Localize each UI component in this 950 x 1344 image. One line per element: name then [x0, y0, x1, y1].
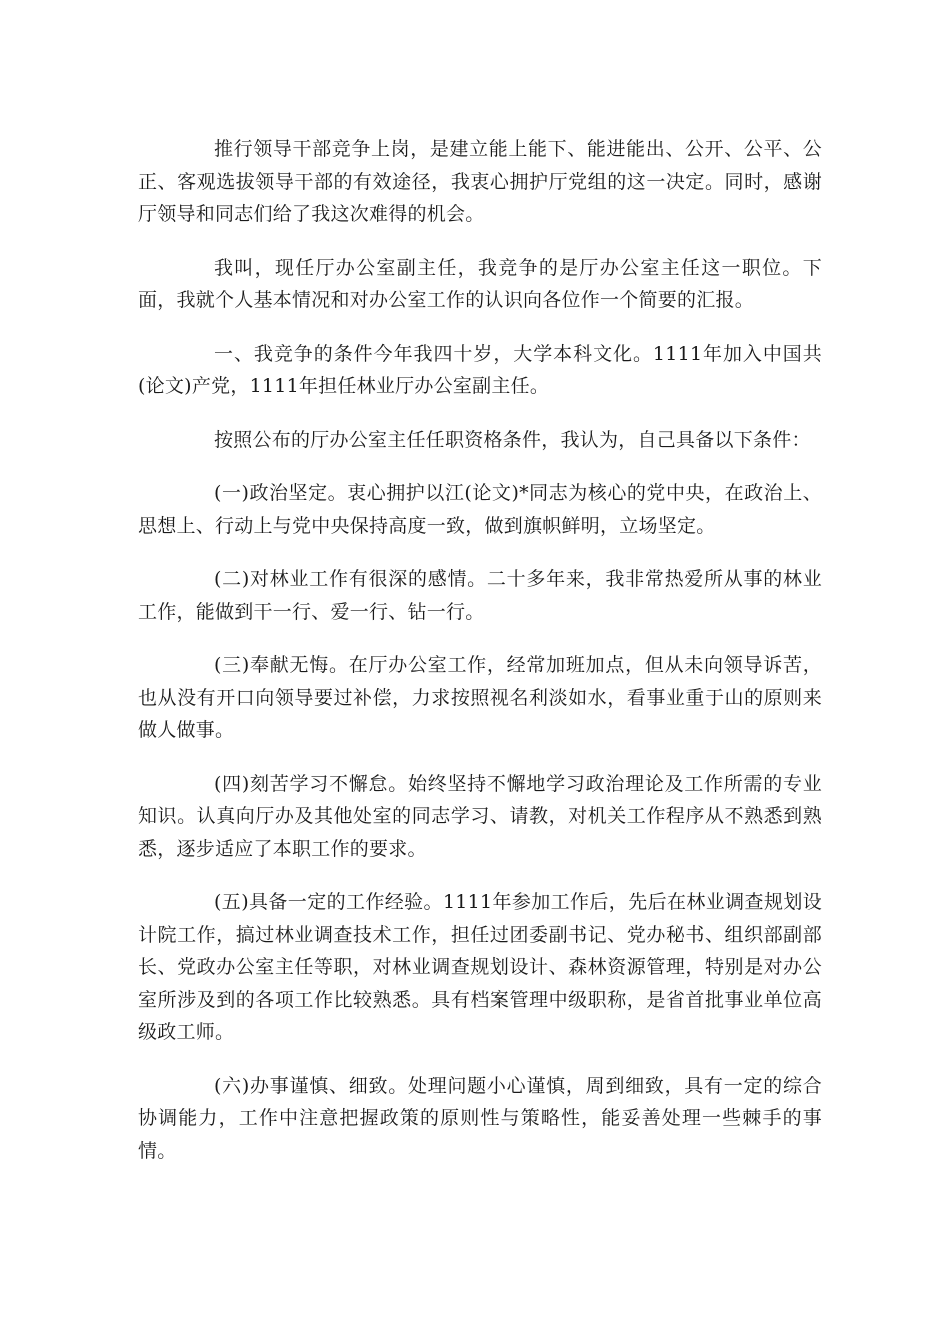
document-body	[138, 133, 822, 1188]
paragraph-condition-6: (六)办事谨慎、细致。处理问题小心谨慎，周到细致，具有一定的综合协调能力，工作中注意把握政策的原则性与策略性，能妥善处理一些棘手的事情。	[138, 1074, 822, 1162]
paragraph-condition-5: (五)具备一定的工作经验。1111年参加工作后，先后在林业调查规划设计院工作，搞过林业调查技术工作，担任过团委副书记、党办秘书、组织部副部长、党政办公室主任等职，对林业调查规划设计、森林资源管理，特别是对办公室所涉及到的各项工作比较熟悉。具有档案管理中级职称，是省首批事业单位高级政工师。	[138, 891, 822, 1043]
paragraph-qualification-statement: 按照公布的厅办公室主任任职资格条件，我认为，自己具备以下条件：	[214, 428, 811, 451]
paragraph-condition-4: (四)刻苦学习不懈怠。始终坚持不懈地学习政治理论及工作所需的专业知识。认真向厅办及其他处室的同志学习、请教，对机关工作程序从不熟悉到熟悉，逐步适应了本职工作的要求。	[138, 772, 822, 860]
paragraph-condition-3: (三)奉献无悔。在厅办公室工作，经常加班加点，但从未向领导诉苦，也从没有开口向领导要过补偿，力求按照视名利淡如水，看事业重于山的原则来做人做事。	[138, 654, 822, 741]
paragraph-condition-2: (二)对林业工作有很深的感情。二十多年来，我非常热爱所从事的林业工作，能做到干一行、爱一行、钻一行。	[138, 568, 822, 623]
paragraph-intro: 推行领导干部竞争上岗，是建立能上能下、能进能出、公开、公平、公正、客观选拔领导干部的有效途径，我衷心拥护厅党组的这一决定。同时，感谢厅领导和同志们给了我这次难得的机会。	[138, 138, 822, 225]
paragraph-condition-1: (一)政治坚定。衷心拥护以江(论文)*同志为核心的党中央，在政治上、思想上、行动上与党中央保持高度一致，做到旗帜鲜明，立场坚定。	[138, 482, 822, 537]
paragraph-competition-conditions: 一、我竞争的条件今年我四十岁，大学本科文化。1111年加入中国共(论文)产党，1111年担任林业厅办公室副主任。	[138, 342, 822, 397]
paragraph-self-introduction: 我叫，现任厅办公室副主任，我竞争的是厅办公室主任这一职位。下面，我就个人基本情况和对办公室工作的认识向各位作一个简要的汇报。	[138, 256, 822, 311]
